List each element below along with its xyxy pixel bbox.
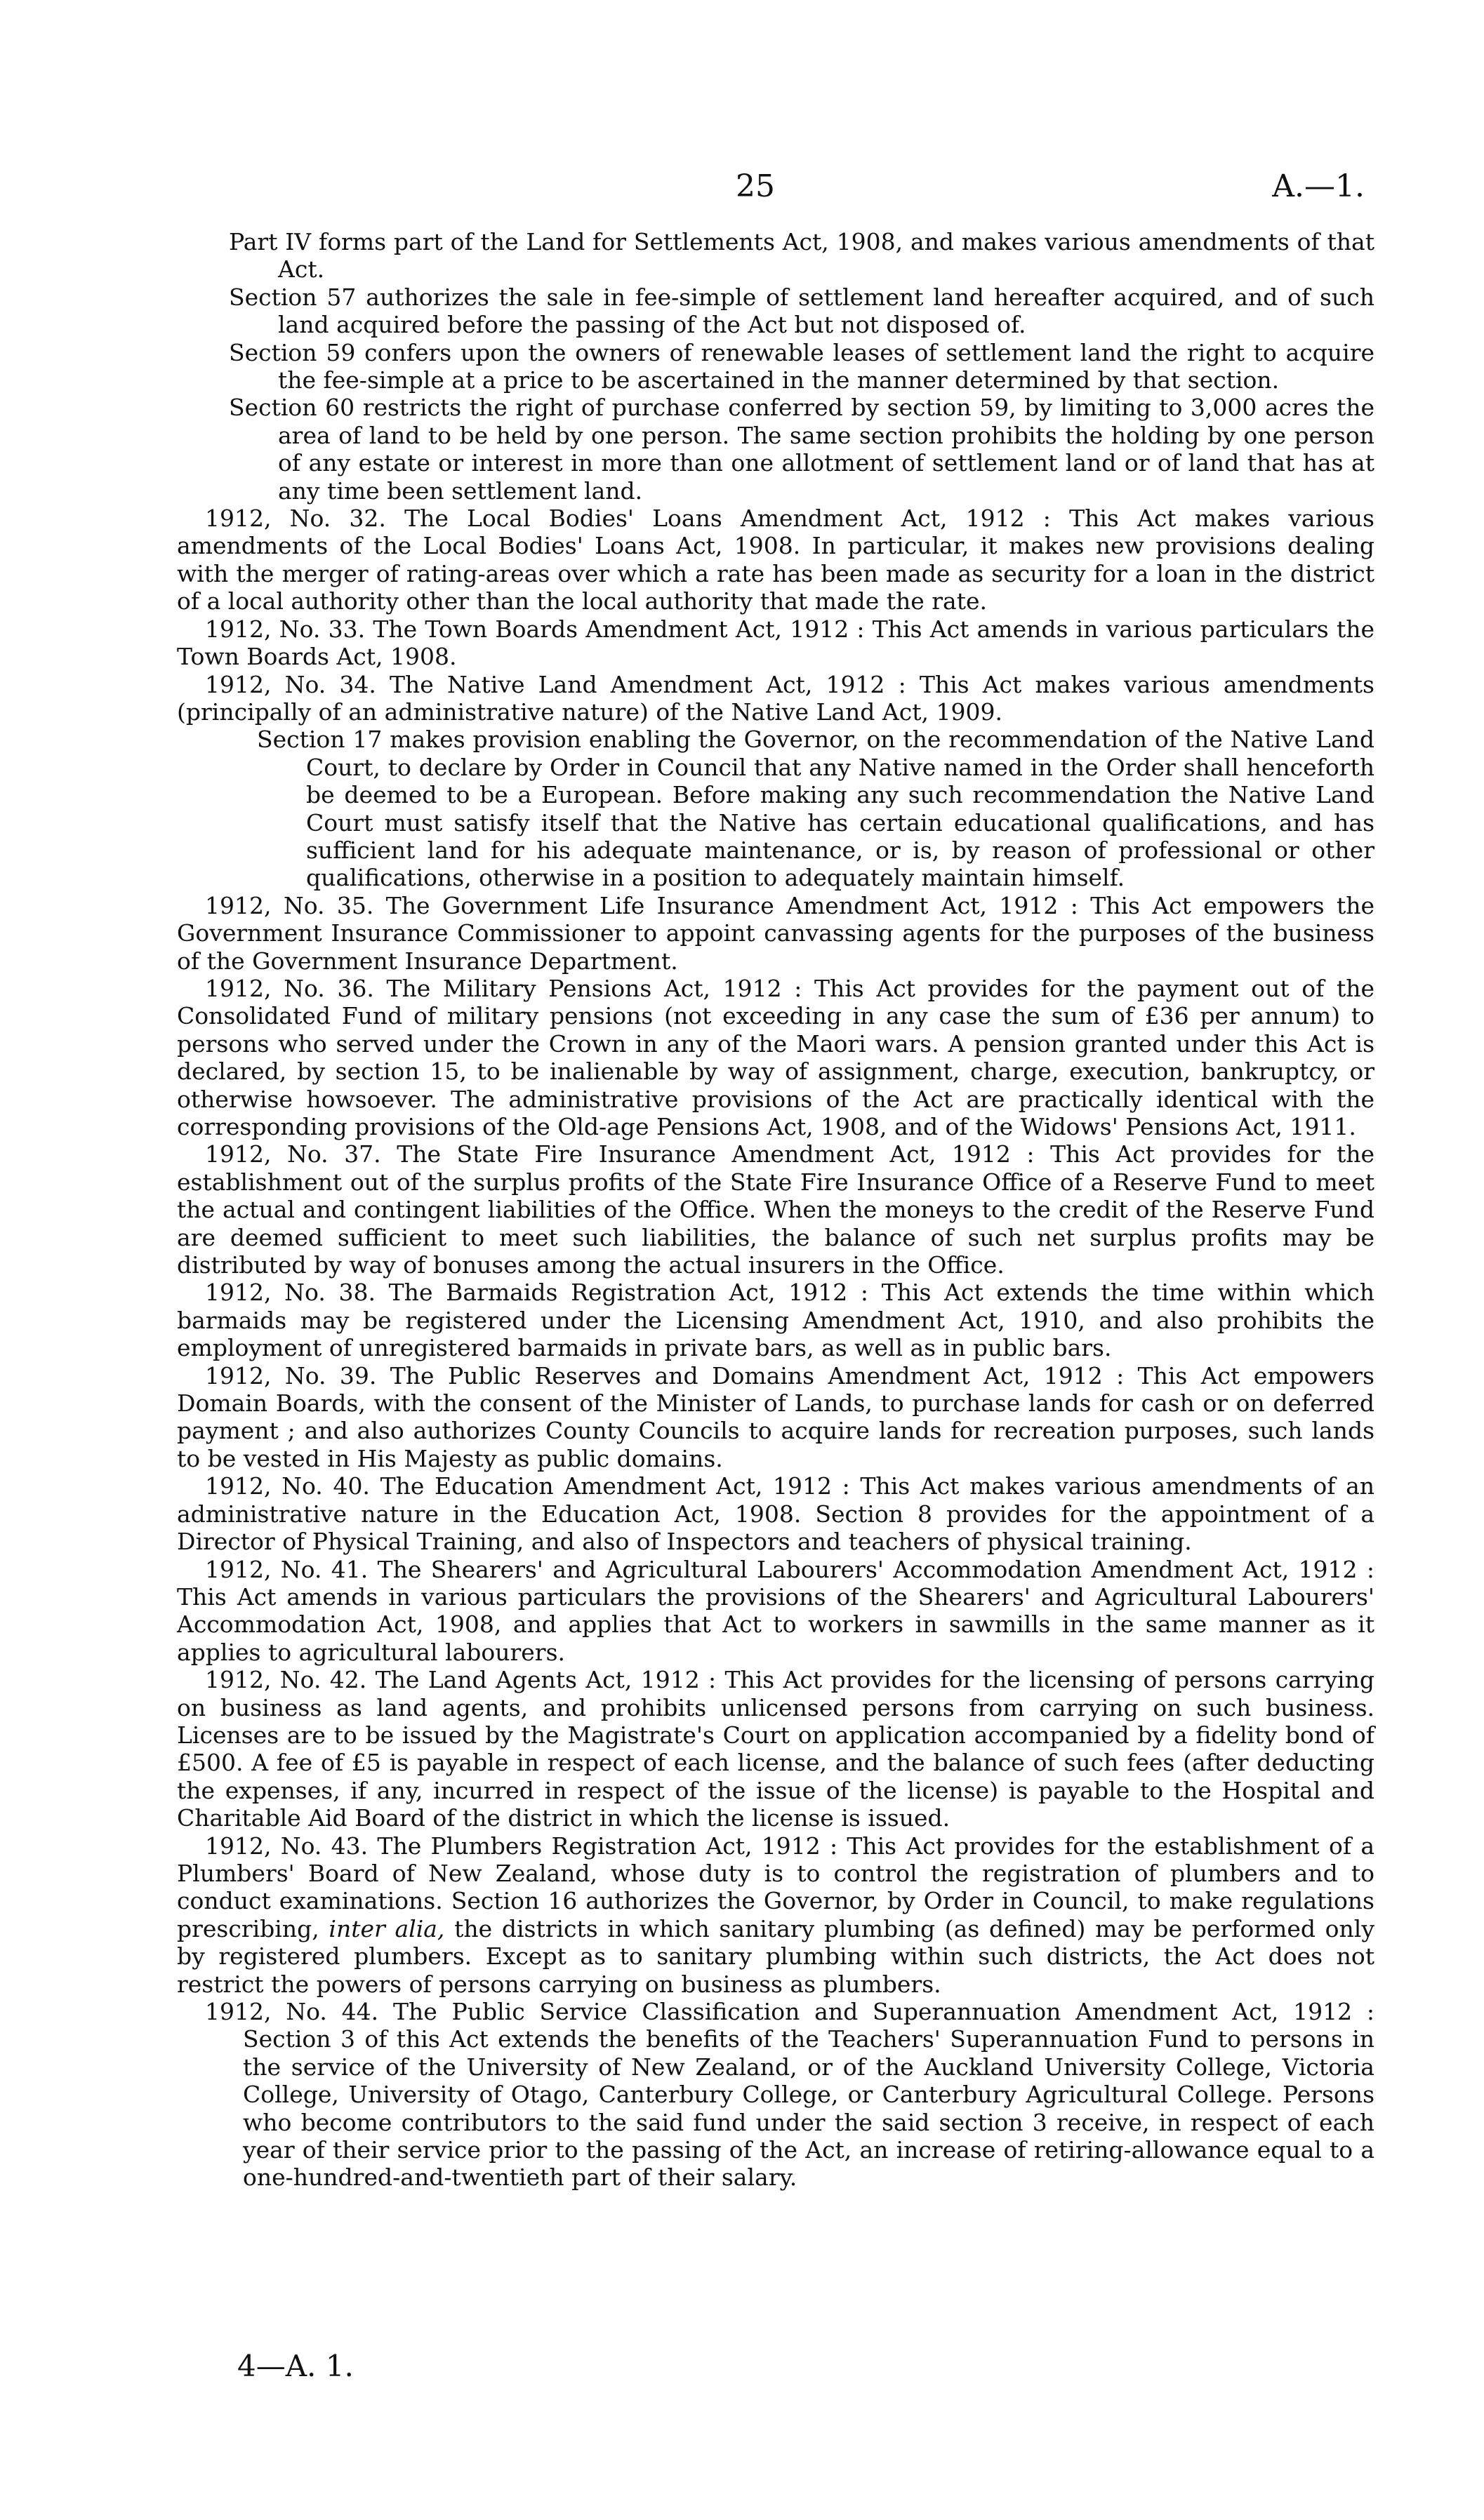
paragraph-act-no-39: 1912, No. 39. The Public Reserves and Domains Amendment Act, 1912 : This Act empowers Domain Boards, with the consent of the Minister of Lands, to purchase lands for cash or on deferred payment ; and also authorizes County Councils to acquire lands for recreation purposes, such lands to be vested in His Majesty as public domains. <box>177 1361 1374 1472</box>
paragraph-act-no-43 <box>177 1832 1374 1998</box>
paragraph-section-60: Section 60 restricts the right of purchase conferred by section 59, by limiting to 3,000 acres the area of land to be held by one person. The same section prohibits the holding by one person of any estate or interest in more than one allotment of settlement land or of land that has at any time been settlement land. <box>229 394 1374 505</box>
paragraph-act-no-42: 1912, No. 42. The Land Agents Act, 1912 : This Act provides for the licensing of persons carrying on business as land agents, and prohibits unlicensed persons from carrying on such business. Licenses are to be issued by the Magistrate's Court on application accompanied by a fidelity bond of £500. A fee of £5 is payable in respect of each license, and the balance of such fees (after deducting the expenses, if any, incurred in respect of the issue of the license) is payable to the Hospital and Charitable Aid Board of the district in which the license is issued. <box>177 1666 1374 1832</box>
paragraph-section-17: Section 17 makes provision enabling the Governor, on the recommendation of the Native Land Court, to declare by Order in Council that any Native named in the Order shall henceforth be deemed to be a European. Before making any such recommendation the Native Land Court must satisfy itself that the Native has certain educational qualifications, and has sufficient land for his adequate maintenance, or is, by reason of professional or other qualifications, otherwise in a position to adequately maintain himself. <box>257 726 1374 892</box>
body-text <box>177 228 1374 2192</box>
paragraph-act-no-33: 1912, No. 33. The Town Boards Amendment Act, 1912 : This Act amends in various particulars the Town Boards Act, 1908. <box>177 615 1374 671</box>
act-no-43-text-start: 1912, No. 43. The Plumbers Registration Act, 1912 : This Act provides for the establishment of a Plumbers' Board of New Zealand, whose duty is to control the registration of plumbers and to conduct examinations. Section 16 authorizes the Governor, by Order in Council, to make regulations prescribing, <box>177 1832 1374 1942</box>
paragraph-act-no-37: 1912, No. 37. The State Fire Insurance Amendment Act, 1912 : This Act provides for the establishment out of the surplus profits of the State Fire Insurance Office of a Reserve Fund to meet the actual and contingent liabilities of the Office. When the moneys to the credit of the Reserve Fund are deemed sufficient to meet such liabilities, the balance of such net surplus profits may be distributed by way of bonuses among the actual insurers in the Office. <box>177 1140 1374 1279</box>
signature-mark: 4—A. 1. <box>237 2349 354 2383</box>
page-number: 25 <box>736 168 775 204</box>
paragraph-section-57: Section 57 authorizes the sale in fee-simple of settlement land hereafter acquired, and of such land acquired before the passing of the Act but not disposed of. <box>229 283 1374 339</box>
paragraph-act-no-35: 1912, No. 35. The Government Life Insurance Amendment Act, 1912 : This Act empowers the Government Insurance Commissioner to appoint canvassing agents for the purposes of the business of the Government Insurance Department. <box>177 891 1374 975</box>
series-reference: A.—1. <box>1272 168 1365 204</box>
italic-inter-alia: inter alia, <box>329 1914 445 1942</box>
paragraph-part-iv: Part IV forms part of the Land for Settlements Act, 1908, and makes various amendments of that Act. <box>229 228 1374 284</box>
paragraph-act-no-38: 1912, No. 38. The Barmaids Registration Act, 1912 : This Act extends the time within which barmaids may be registered under the Licensing Amendment Act, 1910, and also prohibits the employment of unregistered barmaids in private bars, as well as in public bars. <box>177 1279 1374 1362</box>
paragraph-act-no-41: 1912, No. 41. The Shearers' and Agricultural Labourers' Accommodation Amendment Act, 1912 : This Act amends in various particulars the provisions of the Shearers' and Agricultural Labourers' Accommodation Act, 1908, and applies that Act to workers in sawmills in the same manner as it applies to agricultural labourers. <box>177 1555 1374 1666</box>
paragraph-act-no-36: 1912, No. 36. The Military Pensions Act, 1912 : This Act provides for the payment out of the Consolidated Fund of military pensions (not exceeding in any case the sum of £36 per annum) to persons who served under the Crown in any of the Maori wars. A pension granted under this Act is declared, by section 15, to be inalienable by way of assignment, charge, execution, bankruptcy, or otherwise howsoever. The administrative provisions of the Act are practically identical with the corresponding provisions of the Old-age Pensions Act, 1908, and of the Widows' Pensions Act, 1911. <box>177 974 1374 1140</box>
paragraph-act-no-40: 1912, No. 40. The Education Amendment Act, 1912 : This Act makes various amendments of an administrative nature in the Education Act, 1908. Section 8 provides for the appointment of a Director of Physical Training, and also of Inspectors and teachers of physical training. <box>177 1472 1374 1556</box>
act-no-43-text-end: the districts in which sanitary plumbing (as defined) may be performed only by registered plumbers. Except as to sanitary plumbing within such districts, the Act does not restrict the powers of persons carrying on business as plumbers. <box>177 1914 1374 1998</box>
paragraph-act-no-44: 1912, No. 44. The Public Service Classification and Superannuation Amendment Act, 1912 : Section 3 of this Act extends the benefits of the Teachers' Superannuation Fund to persons in the service of the University of New Zealand, or of the Auckland University College, Victoria College, University of Otago, Canterbury College, or Canterbury Agricultural College. Persons who become contributors to the said fund under the said section 3 receive, in respect of each year of their service prior to the passing of the Act, an increase of retiring-allowance equal to a one-hundred-and-twentieth part of their salary. <box>205 1998 1374 2192</box>
paragraph-section-59: Section 59 confers upon the owners of renewable leases of settlement land the right to acquire the fee-simple at a price to be ascertained in the manner determined by that section. <box>229 338 1374 394</box>
paragraph-act-no-34: 1912, No. 34. The Native Land Amendment Act, 1912 : This Act makes various amendments (principally of an administrative nature) of the Native Land Act, 1909. <box>177 670 1374 726</box>
paragraph-act-no-32: 1912, No. 32. The Local Bodies' Loans Amendment Act, 1912 : This Act makes various amendments of the Local Bodies' Loans Act, 1908. In particular, it makes new provisions dealing with the merger of rating-areas over which a rate has been made as security for a loan in the district of a local authority other than the local authority that made the rate. <box>177 505 1374 615</box>
